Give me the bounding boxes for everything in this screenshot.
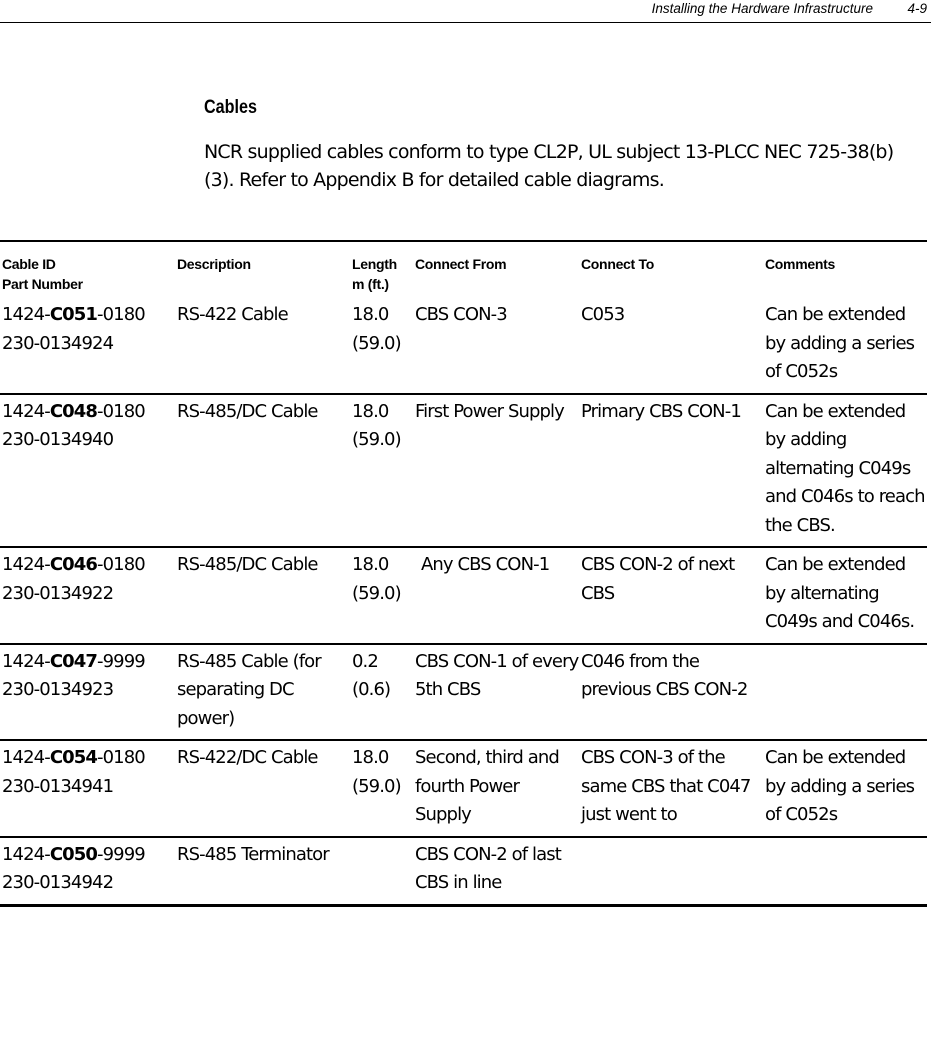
table-row — [0, 298, 927, 394]
cable-id: 1424-C050-9999 — [2, 843, 145, 865]
length-m: 0.2 — [352, 650, 378, 672]
table-row — [0, 837, 927, 906]
description-cell: RS-485/DC Cable — [177, 400, 318, 422]
cable-id-cell — [0, 740, 175, 837]
connect-to-cell: CBS CON-2 of next CBS — [581, 554, 735, 604]
cable-id: 1424-C046-0180 — [2, 554, 145, 575]
connect-from-text: Any CBS CON-1 — [421, 554, 550, 575]
header-connect-to: Connect To — [581, 256, 654, 272]
connect-from-cell: Second, third and fourth Power Supply — [415, 747, 559, 825]
cable-id: 1424-C051-0180 — [2, 304, 145, 325]
table-header — [0, 241, 927, 298]
page-number: 4-9 — [907, 1, 927, 16]
length-m: 18.0 — [352, 304, 389, 325]
connect-from-cell: CBS CON-1 of every 5th CBS — [415, 650, 579, 700]
description-cell: RS-422 Cable — [177, 304, 288, 325]
comments-cell: Can be extended by adding alternating C049s and C046s to reach the CBS. — [765, 400, 925, 536]
part-number: 230-0134922 — [2, 582, 114, 604]
header-cable-id: Cable ID Part Number — [2, 256, 83, 292]
connect-from-cell: CBS CON-2 of last CBS in line — [415, 843, 561, 893]
description-cell: RS-485 Cable (for separating DC power) — [177, 650, 321, 729]
comments-cell: Can be extended by alternating C049s and C046s. — [765, 554, 915, 632]
length-ft: (0.6) — [352, 679, 391, 700]
connect-to-cell — [579, 837, 763, 906]
length-cell — [350, 547, 413, 644]
connect-from-cell — [413, 547, 579, 644]
length-ft: (59.0) — [352, 775, 401, 797]
part-number: 230-0134924 — [2, 332, 114, 354]
header-connect-from: Connect From — [415, 256, 507, 272]
table-row — [0, 644, 927, 741]
length-cell — [350, 740, 413, 837]
connect-from-cell: CBS CON-3 — [415, 304, 507, 325]
cable-id: 1424-C054-0180 — [2, 747, 145, 768]
cable-id-cell — [0, 298, 175, 394]
part-number: 230-0134942 — [2, 872, 114, 893]
cable-table — [0, 240, 927, 907]
header-comments: Comments — [765, 256, 835, 272]
comments-cell — [763, 837, 927, 906]
table-row — [0, 740, 927, 837]
cable-id-cell — [0, 394, 175, 548]
cable-id-cell — [0, 547, 175, 644]
length-m: 18.0 — [352, 400, 389, 422]
length-cell — [350, 394, 413, 548]
comments-cell: Can be extended by adding a series of C052s — [765, 747, 915, 825]
connect-to-cell: CBS CON-3 of the same CBS that C047 just went to — [581, 747, 751, 825]
length-ft: (59.0) — [352, 429, 401, 450]
connect-to-cell: C046 from the previous CBS CON-2 — [581, 650, 748, 700]
table-row — [0, 394, 927, 548]
length-m: 18.0 — [352, 554, 389, 575]
description-cell: RS-422/DC Cable — [177, 747, 318, 768]
cable-id-cell — [0, 644, 175, 741]
section-body: NCR supplied cables conform to type CL2P, UL subject 13-PLCC NEC 725-38(b) (3). Refer to Appendix B for detailed cable diagrams. — [204, 141, 894, 191]
part-number: 230-0134941 — [2, 775, 114, 797]
length-ft: (59.0) — [352, 582, 401, 604]
cable-id-cell — [0, 837, 175, 906]
part-number: 230-0134940 — [2, 429, 114, 450]
section-title: Cables — [204, 97, 257, 118]
connect-to-cell: C053 — [581, 304, 625, 325]
comments-cell — [763, 644, 927, 741]
cable-id: 1424-C048-0180 — [2, 400, 145, 422]
length-cell — [350, 837, 413, 906]
header-description: Description — [177, 256, 251, 272]
cable-id: 1424-C047-9999 — [2, 650, 145, 672]
length-cell — [350, 644, 413, 741]
description-cell: RS-485/DC Cable — [177, 554, 318, 575]
length-m: 18.0 — [352, 747, 389, 768]
description-cell: RS-485 Terminator — [177, 843, 329, 865]
length-cell — [350, 298, 413, 394]
length-ft: (59.0) — [352, 332, 401, 354]
part-number: 230-0134923 — [2, 679, 114, 700]
table-row — [0, 547, 927, 644]
running-header — [0, 0, 931, 23]
connect-to-cell: Primary CBS CON-1 — [581, 400, 741, 422]
header-length: Length m (ft.) — [352, 256, 397, 292]
connect-from-cell: First Power Supply — [415, 400, 564, 422]
running-header-title: Installing the Hardware Infrastructure — [651, 1, 873, 16]
comments-cell: Can be extended by adding a series of C052s — [765, 304, 915, 382]
